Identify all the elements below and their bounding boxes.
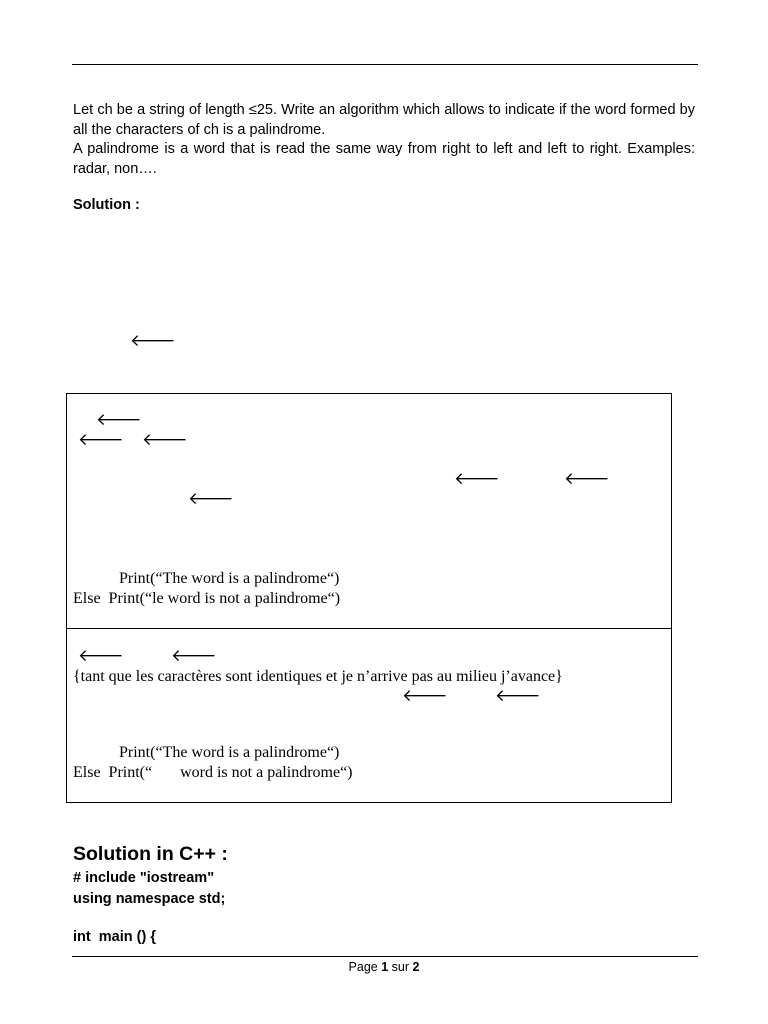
header-rule <box>72 64 698 65</box>
footer-rule <box>72 956 698 957</box>
solution-heading: Solution : <box>73 197 140 213</box>
page-footer <box>0 960 768 974</box>
else-print-line: Else Print(“le word is not a palindrome“) <box>73 590 341 607</box>
else-print-line: Else Print(“ word is not a palindrome“) <box>73 764 353 781</box>
assign-arrow-icon: 🡐 <box>171 646 217 666</box>
assign-arrow-icon: 🡐 <box>142 430 188 450</box>
code-line: int main () { <box>73 929 156 945</box>
problem-statement <box>73 101 695 179</box>
assign-arrow-icon: 🡐 <box>402 686 448 706</box>
page-prefix: Page <box>348 960 382 974</box>
page-total: 2 <box>412 960 420 974</box>
print-palindrome-line: Print(“The word is a palindrome“) <box>119 744 340 761</box>
assign-arrow-icon: 🡐 <box>188 489 234 509</box>
cpp-heading: Solution in C++ : <box>73 843 228 865</box>
problem-text: Let ch be a string of length ≤25. Write an algorithm which allows to indicate if the word formed by all the characters of ch is a palindrome. <box>73 102 695 138</box>
assign-arrow-icon: 🡐 <box>564 469 610 489</box>
palindrome-definition: A palindrome is a word that is read the same way from right to left and left to right. Examples: radar, non…. <box>73 141 695 177</box>
assign-arrow-icon: 🡐 <box>454 469 500 489</box>
assign-arrow-icon: 🡐 <box>130 331 176 351</box>
assign-arrow-icon: 🡐 <box>495 686 541 706</box>
loop-comment: {tant que les caractères sont identiques et je n’arrive pas au milieu j’avance} <box>73 668 563 685</box>
print-palindrome-line: Print(“The word is a palindrome“) <box>119 570 340 587</box>
assign-arrow-icon: 🡐 <box>78 430 124 450</box>
code-line: using namespace std; <box>73 891 226 907</box>
code-line: # include "iostream" <box>73 870 215 886</box>
page-sep: sur <box>388 960 413 974</box>
assign-arrow-icon: 🡐 <box>96 410 142 430</box>
page-number: 1 <box>381 960 389 974</box>
assign-arrow-icon: 🡐 <box>78 646 124 666</box>
